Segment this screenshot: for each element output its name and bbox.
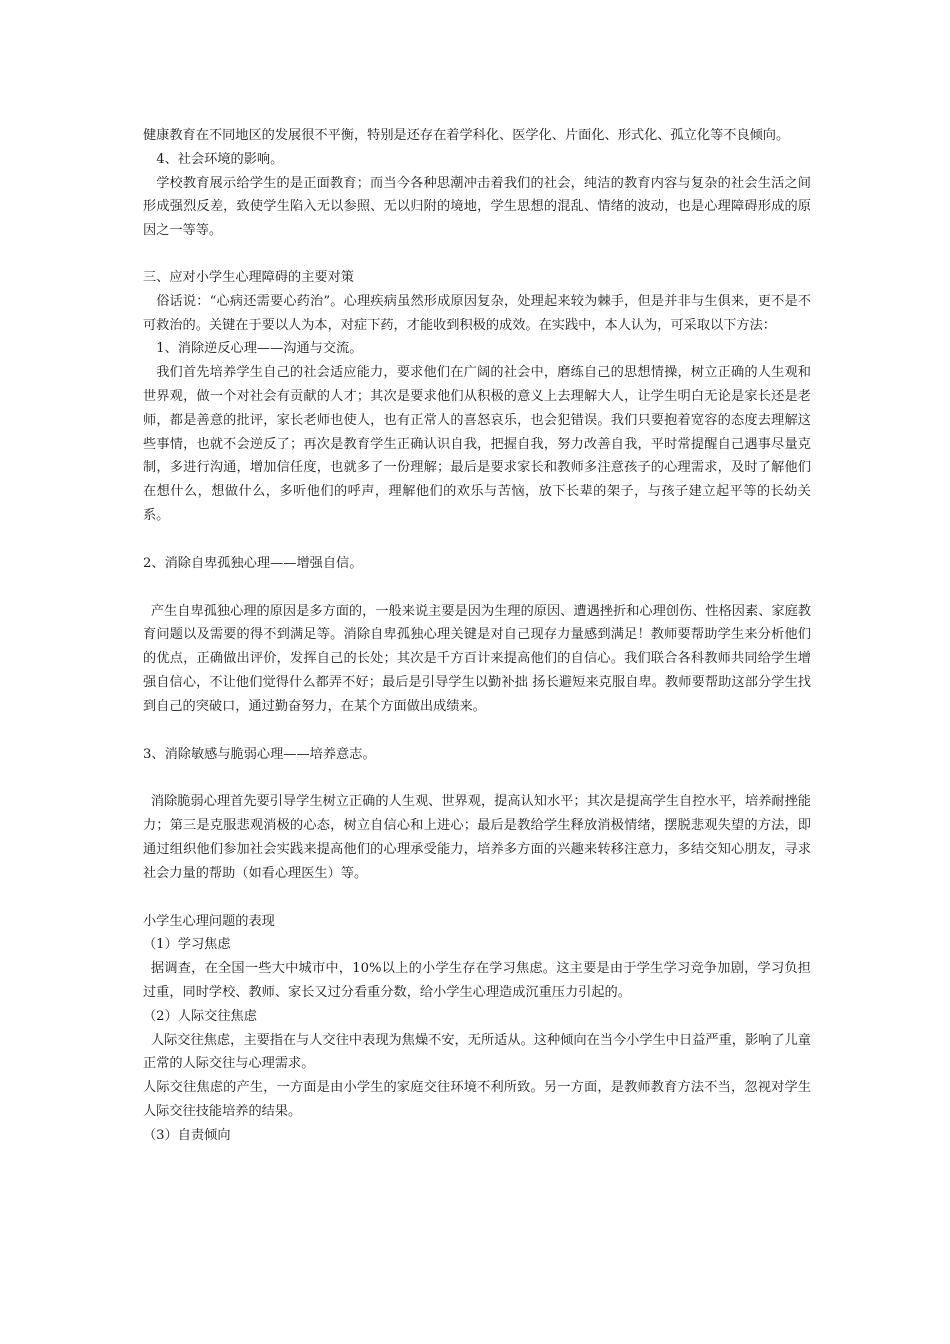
subheading-learning-anxiety: （1）学习焦虑 bbox=[143, 937, 231, 953]
paragraph-proverb: 俗话说：“心病还需要心药治”。心理疾病虽然形成原因复杂，处理起来较为棘手，但是并非与生俱来，更不是不可救治的。关键在于要以人为本，对症下药，才能收到积极的成效。在实践中，本人认为，可采取以下方法： bbox=[143, 293, 811, 333]
section-heading-symptoms: 小学生心理问题的表现 bbox=[143, 913, 275, 929]
paragraph-rebellious: 我们首先培养学生自己的社会适应能力，要求他们在广阔的社会中，磨练自己的思想情操，树立正确的人生观和世界观，做一个对社会有贡献的人才；其次是要求他们从积极的意义上去理解大人，让学生明白无论是家长还是老师，都是善意的批评，家长老师也使人，也有正常人的喜怒哀乐，也会犯错误。我们只要抱着宽容的态度去理解这些事情，也就不会逆反了；再次是教育学生正确认识自我，把握自我，努力改善自我，平时常提醒自己遇事尽量克制，多进行沟通，增加信任度，也就多了一份理解；最后是要求家长和教师多注意孩子的心理需求，及时了解他们在想什么，想做什么，多听他们的呼声，理解他们的欢乐与苦恼，放下长辈的架子，与孩子建立起平等的长幼关系。 bbox=[143, 365, 811, 523]
section-heading-countermeasures: 三、应对小学生心理障碍的主要对策 bbox=[143, 269, 354, 285]
item-title-rebellious: 1、消除逆反心理——沟通与交流。 bbox=[156, 341, 363, 357]
paragraph-inferiority: 产生自卑孤独心理的原因是多方面的，一般来说主要是因为生理的原因、遭遇挫折和心理创伤、性格因素、家庭教育问题以及需要的得不到满足等。消除自卑孤独心理关键是对自己现存力量感到满足！教师要帮助学生来分析他们的优点，正确做出评价，发挥自己的长处；其次是千方百计来提高他们的自信心。我们联合各科教师共同给学生增强自信心，不让他们觉得什么都弄不好；最后是引导学生以勤补拙 扬长避短来克服自卑。教师要帮助这部分学生找到自己的突破口，通过勤奋努力，在某个方面做出成绩来。 bbox=[143, 603, 811, 714]
paragraph-intro-continuation: 健康教育在不同地区的发展很不平衡，特别是还存在着学科化、医学化、片面化、形式化、孤立化等不良倾向。 bbox=[143, 128, 790, 143]
item-title-inferiority: 2、消除自卑孤独心理——增强自信。 bbox=[143, 555, 363, 571]
paragraph-social-environment: 学校教育展示给学生的是正面教育；而当今各种思潮冲击着我们的社会，纯洁的教育内容与复杂的社会生活之间形成强烈反差，致使学生陷入无以参照、无以归附的境地，学生思想的混乱、情绪的波动，也是心理障碍形成的原因之一等等。 bbox=[143, 175, 811, 239]
paragraph-social-anxiety: 人际交往焦虑，主要指在与人交往中表现为焦燥不安，无所适从。这种倾向在当今小学生中日益严重，影响了儿童正常的人际交往与心理需求。 bbox=[143, 1032, 811, 1072]
subheading-self-blame: （3）自责倾向 bbox=[143, 1127, 231, 1143]
paragraph-learning-anxiety: 据调查，在全国一些大中城市中，10%以上的小学生存在学习焦虑。这主要是由于学生学习竞争加剧，学习负担过重，同时学校、教师、家长又过分看重分数，给小学生心理造成沉重压力引起的。 bbox=[143, 961, 811, 1000]
document-body bbox=[143, 124, 811, 1147]
paragraph-sensitivity: 消除脆弱心理首先要引导学生树立正确的人生观、世界观，提高认知水平；其次是提高学生自控水平，培养耐挫能力；第三是克服悲观消极的心态，树立自信心和上进心；最后是教给学生释放消极情绪，摆脱悲观失望的方法，即通过组织他们参加社会实践来提高他们的心理承受能力，培养多方面的兴趣来转移注意力，多结交知心朋友，寻求社会力量的帮助（如看心理医生）等。 bbox=[143, 794, 811, 881]
item-title-sensitivity: 3、消除敏感与脆弱心理——培养意志。 bbox=[143, 746, 376, 762]
subheading-social-anxiety: （2）人际交往焦虑 bbox=[143, 1008, 257, 1024]
list-item-social-environment: 4、社会环境的影响。 bbox=[156, 151, 284, 167]
paragraph-social-anxiety-causes: 人际交往焦虑的产生，一方面是由小学生的家庭交往环境不利所致。另一方面，是教师教育方法不当，忽视对学生人际交往技能培养的结果。 bbox=[143, 1080, 811, 1119]
